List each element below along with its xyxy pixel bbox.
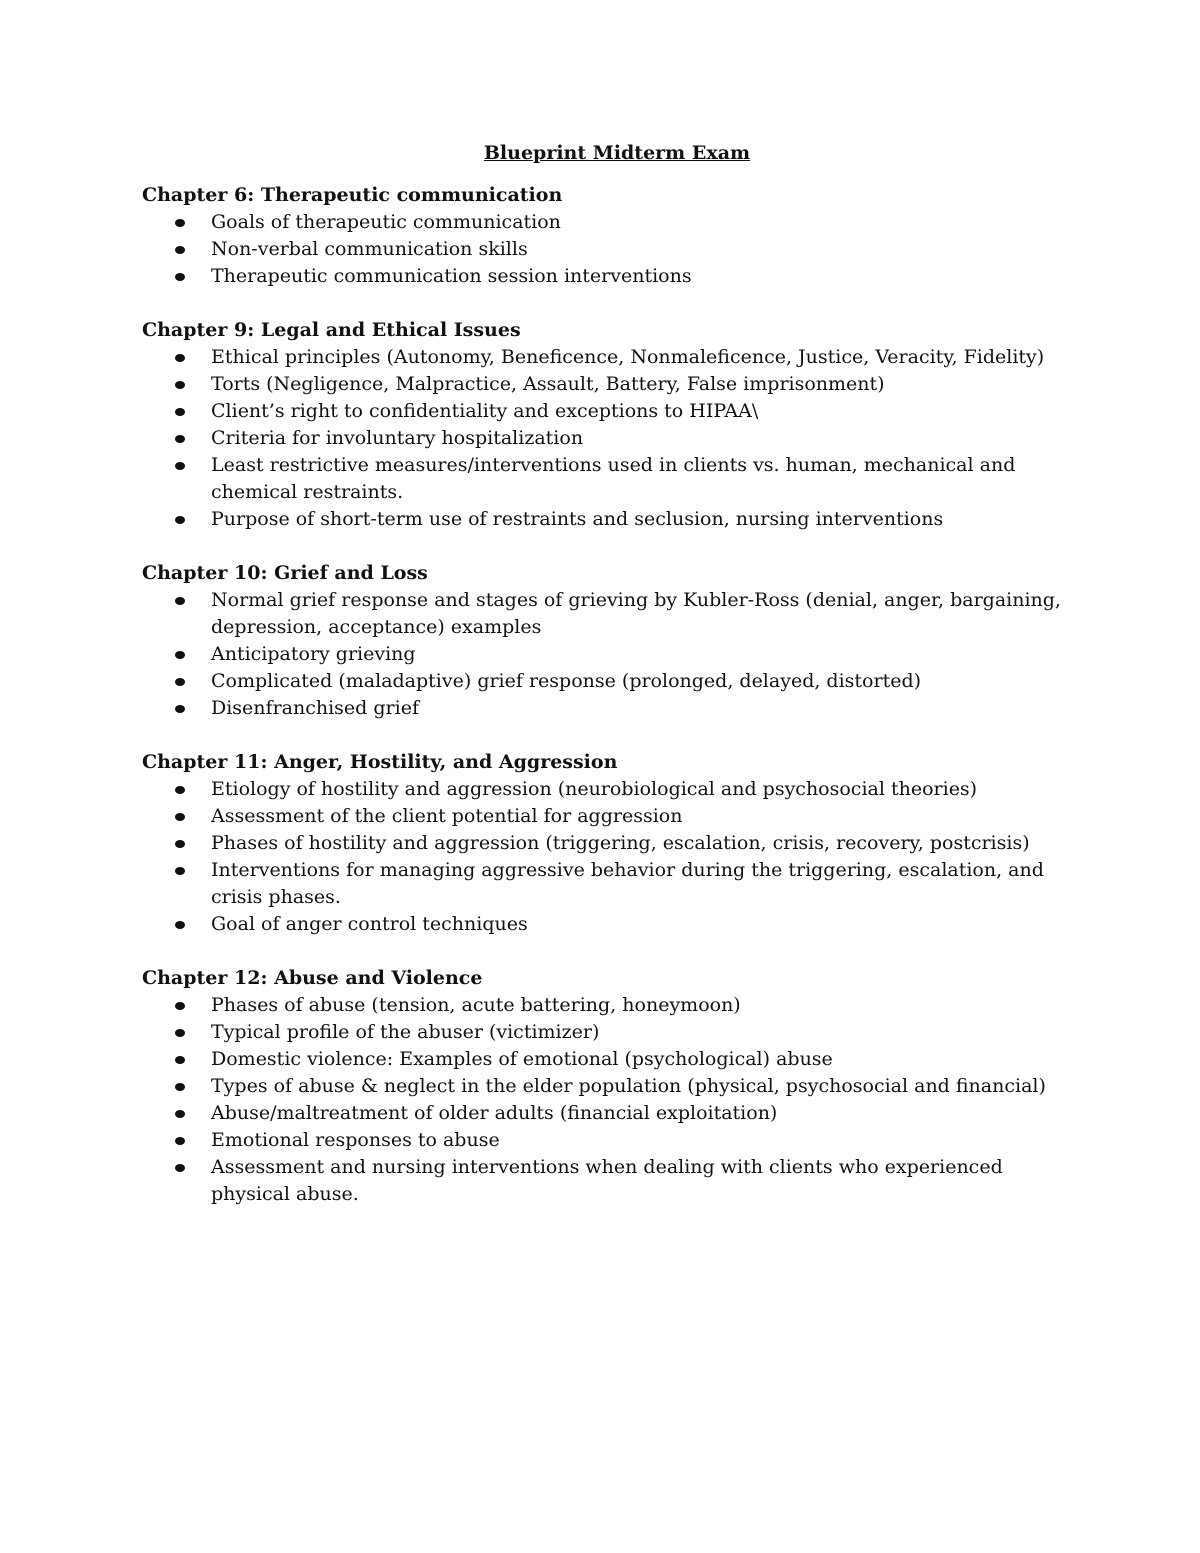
bullet-icon [175, 597, 185, 605]
list-item [142, 209, 1062, 236]
bullet-icon [175, 1056, 185, 1064]
chapter-heading: Chapter 6: Therapeutic communication [142, 184, 563, 206]
list-item [142, 506, 1062, 533]
list-item [142, 641, 1062, 668]
chapter-section [142, 965, 1062, 1208]
bullet-icon [175, 462, 185, 470]
bullet-icon [175, 1110, 185, 1118]
list-item [142, 668, 1062, 695]
bullet-icon [175, 1137, 185, 1145]
list-item-text: Torts (Negligence, Malpractice, Assault, Battery, False imprisonment) [211, 373, 885, 395]
list-item-text: Goals of therapeutic communication [211, 211, 561, 233]
topic-list [142, 209, 1062, 290]
list-item-text: Abuse/maltreatment of older adults (financial exploitation) [211, 1102, 778, 1124]
sections-container [142, 182, 1062, 1208]
list-item-text: Least restrictive measures/interventions used in clients vs. human, mechanical and chemical restraints. [211, 454, 1016, 503]
bullet-icon [175, 840, 185, 848]
list-item [142, 1073, 1062, 1100]
list-item [142, 587, 1062, 641]
list-item [142, 1100, 1062, 1127]
list-item-text: Purpose of short-term use of restraints and seclusion, nursing interventions [211, 508, 944, 530]
chapter-heading: Chapter 10: Grief and Loss [142, 562, 428, 584]
bullet-icon [175, 867, 185, 875]
list-item-text: Ethical principles (Autonomy, Beneficence, Nonmaleficence, Justice, Veracity, Fidelity) [211, 346, 1045, 368]
list-item [142, 803, 1062, 830]
list-item-text: Domestic violence: Examples of emotional (psychological) abuse [211, 1048, 833, 1070]
bullet-icon [175, 435, 185, 443]
list-item [142, 776, 1062, 803]
bullet-icon [175, 705, 185, 713]
list-item-text: Goal of anger control techniques [211, 913, 528, 935]
list-item-text: Complicated (maladaptive) grief response (prolonged, delayed, distorted) [211, 670, 922, 692]
bullet-icon [175, 219, 185, 227]
bullet-icon [175, 354, 185, 362]
list-item [142, 992, 1062, 1019]
document-title: Blueprint Midterm Exam [483, 142, 751, 164]
list-item-text: Client’s right to confidentiality and exceptions to HIPAA\ [211, 400, 759, 422]
list-item [142, 371, 1062, 398]
list-item-text: Etiology of hostility and aggression (neurobiological and psychosocial theories) [211, 778, 978, 800]
list-item [142, 911, 1062, 938]
chapter-heading: Chapter 12: Abuse and Violence [142, 967, 483, 989]
topic-list [142, 587, 1062, 722]
list-item-text: Phases of hostility and aggression (triggering, escalation, crisis, recovery, postcrisis) [211, 832, 1030, 854]
bullet-icon [175, 1164, 185, 1172]
topic-list [142, 776, 1062, 938]
list-item [142, 1154, 1062, 1208]
chapter-heading: Chapter 9: Legal and Ethical Issues [142, 319, 521, 341]
list-item [142, 1019, 1062, 1046]
list-item [142, 1127, 1062, 1154]
bullet-icon [175, 786, 185, 794]
list-item [142, 1046, 1062, 1073]
list-item-text: Criteria for involuntary hospitalization [211, 427, 584, 449]
list-item-text: Normal grief response and stages of grieving by Kubler-Ross (denial, anger, bargaining, depression, acceptance) examples [211, 589, 1061, 638]
list-item-text: Types of abuse & neglect in the elder population (physical, psychosocial and financial) [211, 1075, 1046, 1097]
bullet-icon [175, 651, 185, 659]
list-item [142, 236, 1062, 263]
bullet-icon [175, 381, 185, 389]
list-item [142, 344, 1062, 371]
list-item [142, 695, 1062, 722]
bullet-icon [175, 921, 185, 929]
bullet-icon [175, 678, 185, 686]
list-item-text: Anticipatory grieving [211, 643, 416, 665]
chapter-section [142, 317, 1062, 533]
bullet-icon [175, 1083, 185, 1091]
list-item-text: Emotional responses to abuse [211, 1129, 500, 1151]
document-page [142, 140, 1062, 1235]
chapter-section [142, 560, 1062, 722]
bullet-icon [175, 1029, 185, 1037]
list-item [142, 452, 1062, 506]
topic-list [142, 344, 1062, 533]
list-item-text: Therapeutic communication session interventions [211, 265, 692, 287]
list-item [142, 857, 1062, 911]
bullet-icon [175, 813, 185, 821]
bullet-icon [175, 1002, 185, 1010]
list-item-text: Assessment and nursing interventions when dealing with clients who experienced physical abuse. [211, 1156, 1003, 1205]
list-item [142, 425, 1062, 452]
bullet-icon [175, 516, 185, 524]
list-item-text: Non-verbal communication skills [211, 238, 528, 260]
list-item [142, 398, 1062, 425]
bullet-icon [175, 246, 185, 254]
chapter-section [142, 182, 1062, 290]
bullet-icon [175, 273, 185, 281]
topic-list [142, 992, 1062, 1208]
list-item-text: Interventions for managing aggressive behavior during the triggering, escalation, and crisis phases. [211, 859, 1044, 908]
bullet-icon [175, 408, 185, 416]
chapter-section [142, 749, 1062, 938]
list-item-text: Phases of abuse (tension, acute battering, honeymoon) [211, 994, 741, 1016]
list-item [142, 830, 1062, 857]
list-item-text: Disenfranchised grief [211, 697, 419, 719]
list-item-text: Assessment of the client potential for aggression [211, 805, 683, 827]
list-item-text: Typical profile of the abuser (victimizer) [211, 1021, 600, 1043]
list-item [142, 263, 1062, 290]
chapter-heading: Chapter 11: Anger, Hostility, and Aggression [142, 751, 618, 773]
